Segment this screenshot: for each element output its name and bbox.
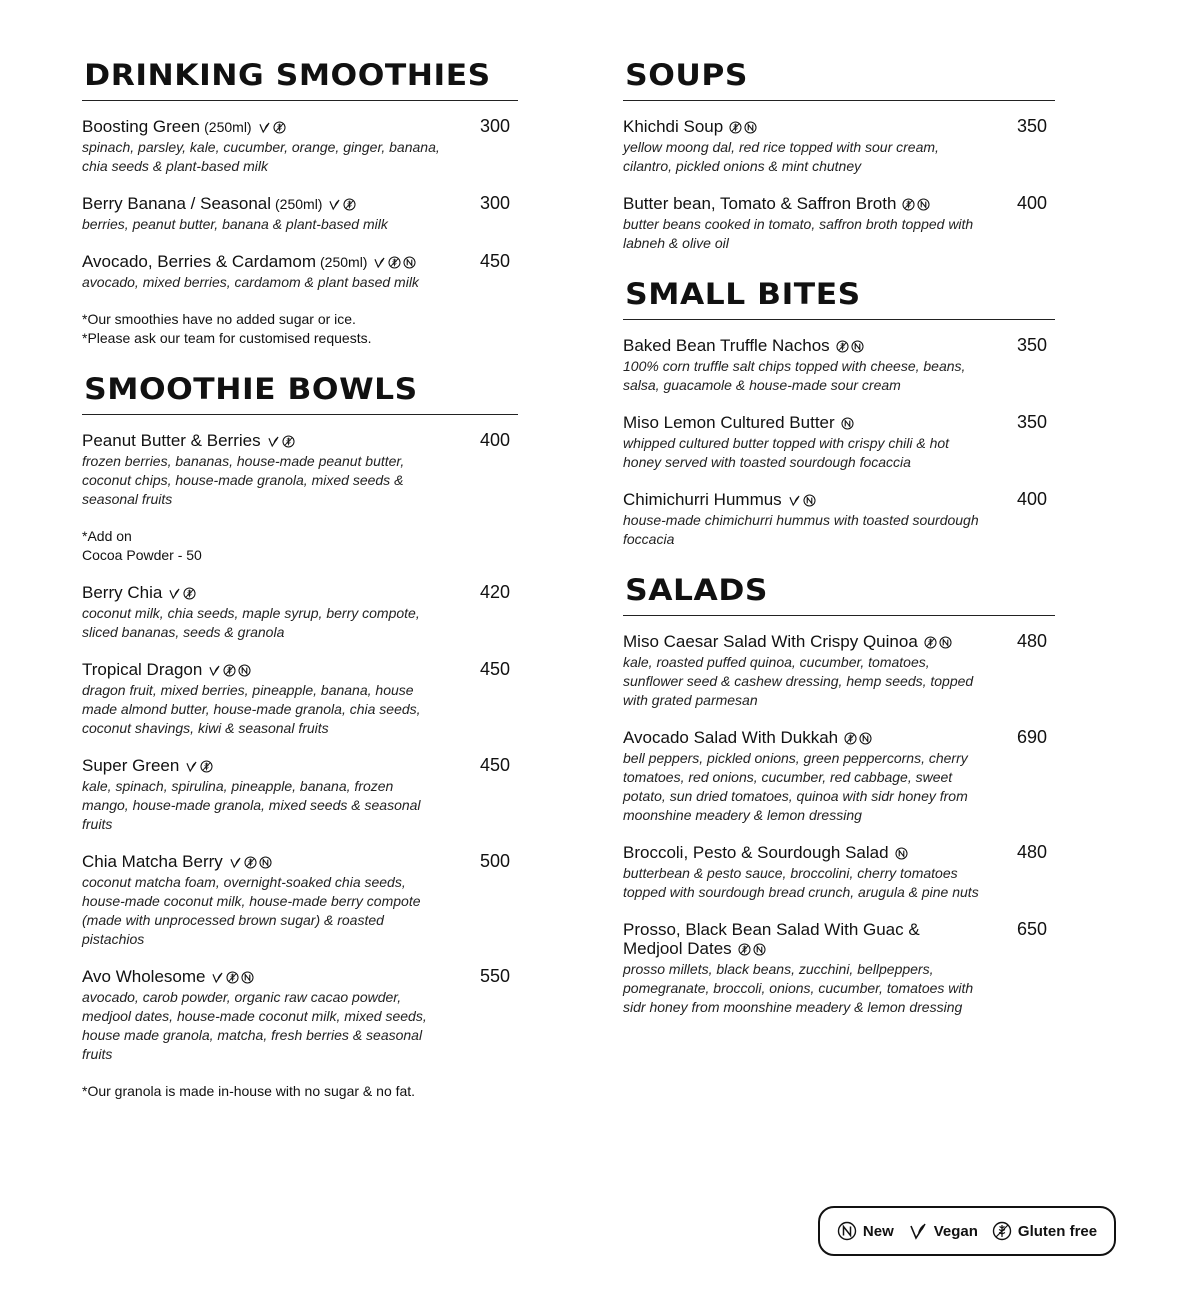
item-price: 400 [479,429,510,450]
diet-icons [211,969,256,988]
menu-item [623,336,1055,395]
item-price: 420 [479,581,510,602]
item-price: 480 [1016,841,1047,862]
new-icon [917,196,932,215]
item-title: Chimichurri Hummus [623,489,782,509]
item-name [623,728,983,749]
menu-item [623,490,1055,549]
item-title: Avocado, Berries & Cardamom [82,251,317,271]
item-description: butter beans cooked in tomato, saffron broth topped with labneh & olive oil [623,215,974,251]
section-divider [82,414,518,415]
vegan-icon [168,585,183,604]
menu-item [623,843,1055,902]
vegan-icon [373,254,388,273]
gluten-free-icon [244,854,259,873]
item-title: Butter bean, Tomato & Saffron Broth [623,193,897,213]
item-name [82,756,442,777]
gluten-free-icon [844,730,859,749]
item-title: Avocado Salad With Dukkah [623,727,839,747]
section-smoothie-bowls [82,371,518,1101]
item-price: 480 [1016,630,1047,651]
item-name [82,252,442,273]
vegan-icon [185,758,200,777]
item-price: 350 [1016,411,1047,432]
section-title: SALADS [625,572,768,607]
item-title: Khichdi Soup [623,116,724,136]
item-description: kale, spinach, spirulina, pineapple, banana, frozen mango, house-made granola, mixed seeds & seasonal fruits [82,777,421,832]
new-icon [238,662,253,681]
vegan-icon [211,969,226,988]
menu-item [623,728,1055,825]
add-on-note [82,527,442,565]
gluten-free-icon [223,662,238,681]
item-title: Berry Chia [82,582,163,602]
section-divider [82,100,518,101]
note-line: *Add on [82,527,132,544]
new-icon [837,1221,857,1241]
section-title: SMALL BITES [625,276,861,311]
item-title: Miso Lemon Cultured Butter [623,412,835,432]
note-line: Cocoa Powder - 50 [82,546,202,563]
diet-icons [902,196,932,215]
section-note: *Our smoothies have no added sugar or ice. [82,310,356,327]
gluten-free-icon [729,119,744,138]
legend-new-label: New [862,1222,894,1240]
item-price: 350 [1016,115,1047,136]
item-title: Prosso, Black Bean Salad With Guac & Medjool Dates [623,919,920,958]
item-description: 100% corn truffle salt chips topped with cheese, beans, salsa, guacamole & house-made sour cream [623,357,966,393]
item-price: 650 [1016,918,1047,939]
vegan-icon [258,119,273,138]
item-description: berries, peanut butter, banana & plant-based milk [82,215,388,232]
item-description: frozen berries, bananas, house-made peanut butter, coconut chips, house-made granola, mixed seeds & seasonal fruits [82,452,405,507]
item-name [623,117,983,138]
menu-item [82,431,518,509]
diet-icons [836,338,866,357]
item-title: Super Green [82,755,180,775]
item-description: yellow moong dal, red rice topped with sour cream, cilantro, pickled onions & mint chutney [623,138,939,174]
section-title: SMOOTHIE BOWLS [84,371,418,406]
new-icon [859,730,874,749]
legend-gluten-free [992,1221,1097,1241]
item-volume: (250ml) [204,118,252,135]
diet-icons [229,854,274,873]
vegan-icon [229,854,244,873]
vegan-icon [788,492,803,511]
new-icon [744,119,759,138]
vegan-icon [208,662,223,681]
diet-icons [267,433,297,452]
item-title: Avo Wholesome [82,966,206,986]
section-divider [623,319,1055,320]
item-title: Broccoli, Pesto & Sourdough Salad [623,842,889,862]
item-price: 350 [1016,334,1047,355]
section-soups [623,60,1055,253]
item-name [82,660,442,681]
menu-item [82,583,518,642]
section-small-bites [623,276,1055,549]
item-name [623,490,983,511]
new-icon [939,634,954,653]
item-price: 300 [479,115,510,136]
item-name [623,920,983,960]
menu-item [82,967,518,1064]
item-price: 450 [479,250,510,271]
item-title: Miso Caesar Salad With Crispy Quinoa [623,631,918,651]
menu-item [82,852,518,949]
item-description: avocado, carob powder, organic raw cacao powder, medjool dates, house-made coconut milk, mixed seeds, house made granola, matcha, fresh berries & seasonal fruits [82,988,427,1062]
item-name [82,852,442,873]
item-price: 450 [479,658,510,679]
menu-item [623,632,1055,710]
section-divider [623,615,1055,616]
diet-icons [168,585,198,604]
item-title: Tropical Dragon [82,659,203,679]
vegan-icon [908,1221,928,1241]
diet-icons [738,941,768,960]
item-title: Chia Matcha Berry [82,851,223,871]
gluten-free-icon [200,758,215,777]
menu-item [623,920,1055,1017]
diet-icons [895,845,910,864]
item-description: house-made chimichurri hummus with toasted sourdough foccacia [623,511,979,547]
gluten-free-icon [924,634,939,653]
section-divider [623,100,1055,101]
gluten-free-icon [343,196,358,215]
item-name [623,336,983,357]
gluten-free-icon [992,1221,1012,1241]
item-price: 690 [1016,726,1047,747]
dietary-legend [818,1206,1116,1256]
gluten-free-icon [282,433,297,452]
diet-icons [841,415,856,434]
vegan-icon [328,196,343,215]
new-icon [803,492,818,511]
section-salads [623,572,1055,1017]
item-price: 500 [479,850,510,871]
gluten-free-icon [836,338,851,357]
diet-icons [729,119,759,138]
item-title: Boosting Green [82,116,201,136]
item-name [82,583,442,604]
item-description: coconut matcha foam, overnight-soaked chia seeds, house-made coconut milk, house-made berry compote (made with unprocessed brown sugar) & roasted pistachios [82,873,421,947]
vegan-icon [267,433,282,452]
legend-gluten-free-label: Gluten free [1017,1222,1098,1240]
new-icon [753,941,768,960]
item-name [82,117,442,138]
new-icon [895,845,910,864]
item-description: avocado, mixed berries, cardamom & plant based milk [82,273,419,290]
section-title: SOUPS [625,58,748,92]
item-description: whipped cultured butter topped with crispy chili & hot honey served with toasted sourdough focaccia [623,434,950,470]
item-title: Peanut Butter & Berries [82,430,261,450]
new-icon [259,854,274,873]
diet-icons [373,254,418,273]
item-price: 400 [1016,192,1047,213]
section-title: DRINKING SMOOTHIES [84,58,491,92]
diet-icons [185,758,215,777]
item-name [82,967,442,988]
item-name [623,632,983,653]
item-description: bell peppers, pickled onions, green peppercorns, cherry tomatoes, red onions, cucumber, red cabbage, sweet potato, sun dried tomatoes, quinoa with sidr honey from moonshine meadery & lemon dressing [623,749,968,823]
gluten-free-icon [226,969,241,988]
left-column [82,60,518,1127]
item-description: prosso millets, black beans, zucchini, bellpeppers, pomegranate, broccoli, onions, cucumber, tomatoes with sidr honey from moonshine meadery & lemon dressing [623,960,974,1015]
item-price: 450 [479,754,510,775]
diet-icons [258,119,288,138]
item-price: 400 [1016,488,1047,509]
diet-icons [208,662,253,681]
menu-item [623,413,1055,472]
item-volume: (250ml) [320,253,368,270]
item-name [82,194,442,215]
legend-vegan [908,1221,978,1241]
item-title: Baked Bean Truffle Nachos [623,335,830,355]
item-name [82,431,442,452]
menu-item [82,194,518,234]
section-note: *Our granola is made in-house with no sugar & no fat. [82,1082,416,1099]
menu-item [82,756,518,834]
legend-vegan-label: Vegan [933,1222,978,1240]
new-icon [403,254,418,273]
item-title: Berry Banana / Seasonal [82,193,272,213]
item-name [623,843,983,864]
menu-item [623,117,1055,176]
right-column [623,60,1055,1043]
item-price: 550 [479,965,510,986]
item-description: coconut milk, chia seeds, maple syrup, berry compote, sliced bananas, seeds & granola [82,604,420,640]
menu-item [82,117,518,176]
item-name [623,413,983,434]
gluten-free-icon [902,196,917,215]
gluten-free-icon [183,585,198,604]
new-icon [241,969,256,988]
diet-icons [924,634,954,653]
gluten-free-icon [388,254,403,273]
diet-icons [844,730,874,749]
diet-icons [328,196,358,215]
new-icon [851,338,866,357]
item-description: dragon fruit, mixed berries, pineapple, banana, house made almond butter, house-made granola, chia seeds, coconut shavings, kiwi & seasonal fruits [82,681,421,736]
section-drinking-smoothies [82,60,518,348]
item-description: kale, roasted puffed quinoa, cucumber, tomatoes, sunflower seed & cashew dressing, hemp seeds, topped with grated parmesan [623,653,974,708]
section-note: *Please ask our team for customised requests. [82,329,372,346]
gluten-free-icon [273,119,288,138]
item-description: spinach, parsley, kale, cucumber, orange, ginger, banana, chia seeds & plant-based milk [82,138,440,174]
item-price: 300 [479,192,510,213]
item-volume: (250ml) [275,195,323,212]
item-description: butterbean & pesto sauce, broccolini, cherry tomatoes topped with sourdough bread crunch, arugula & pine nuts [623,864,979,900]
menu-item [623,194,1055,253]
menu-item [82,660,518,738]
legend-new [837,1221,894,1241]
menu-item [82,252,518,292]
item-name [623,194,983,215]
gluten-free-icon [738,941,753,960]
diet-icons [788,492,818,511]
new-icon [841,415,856,434]
